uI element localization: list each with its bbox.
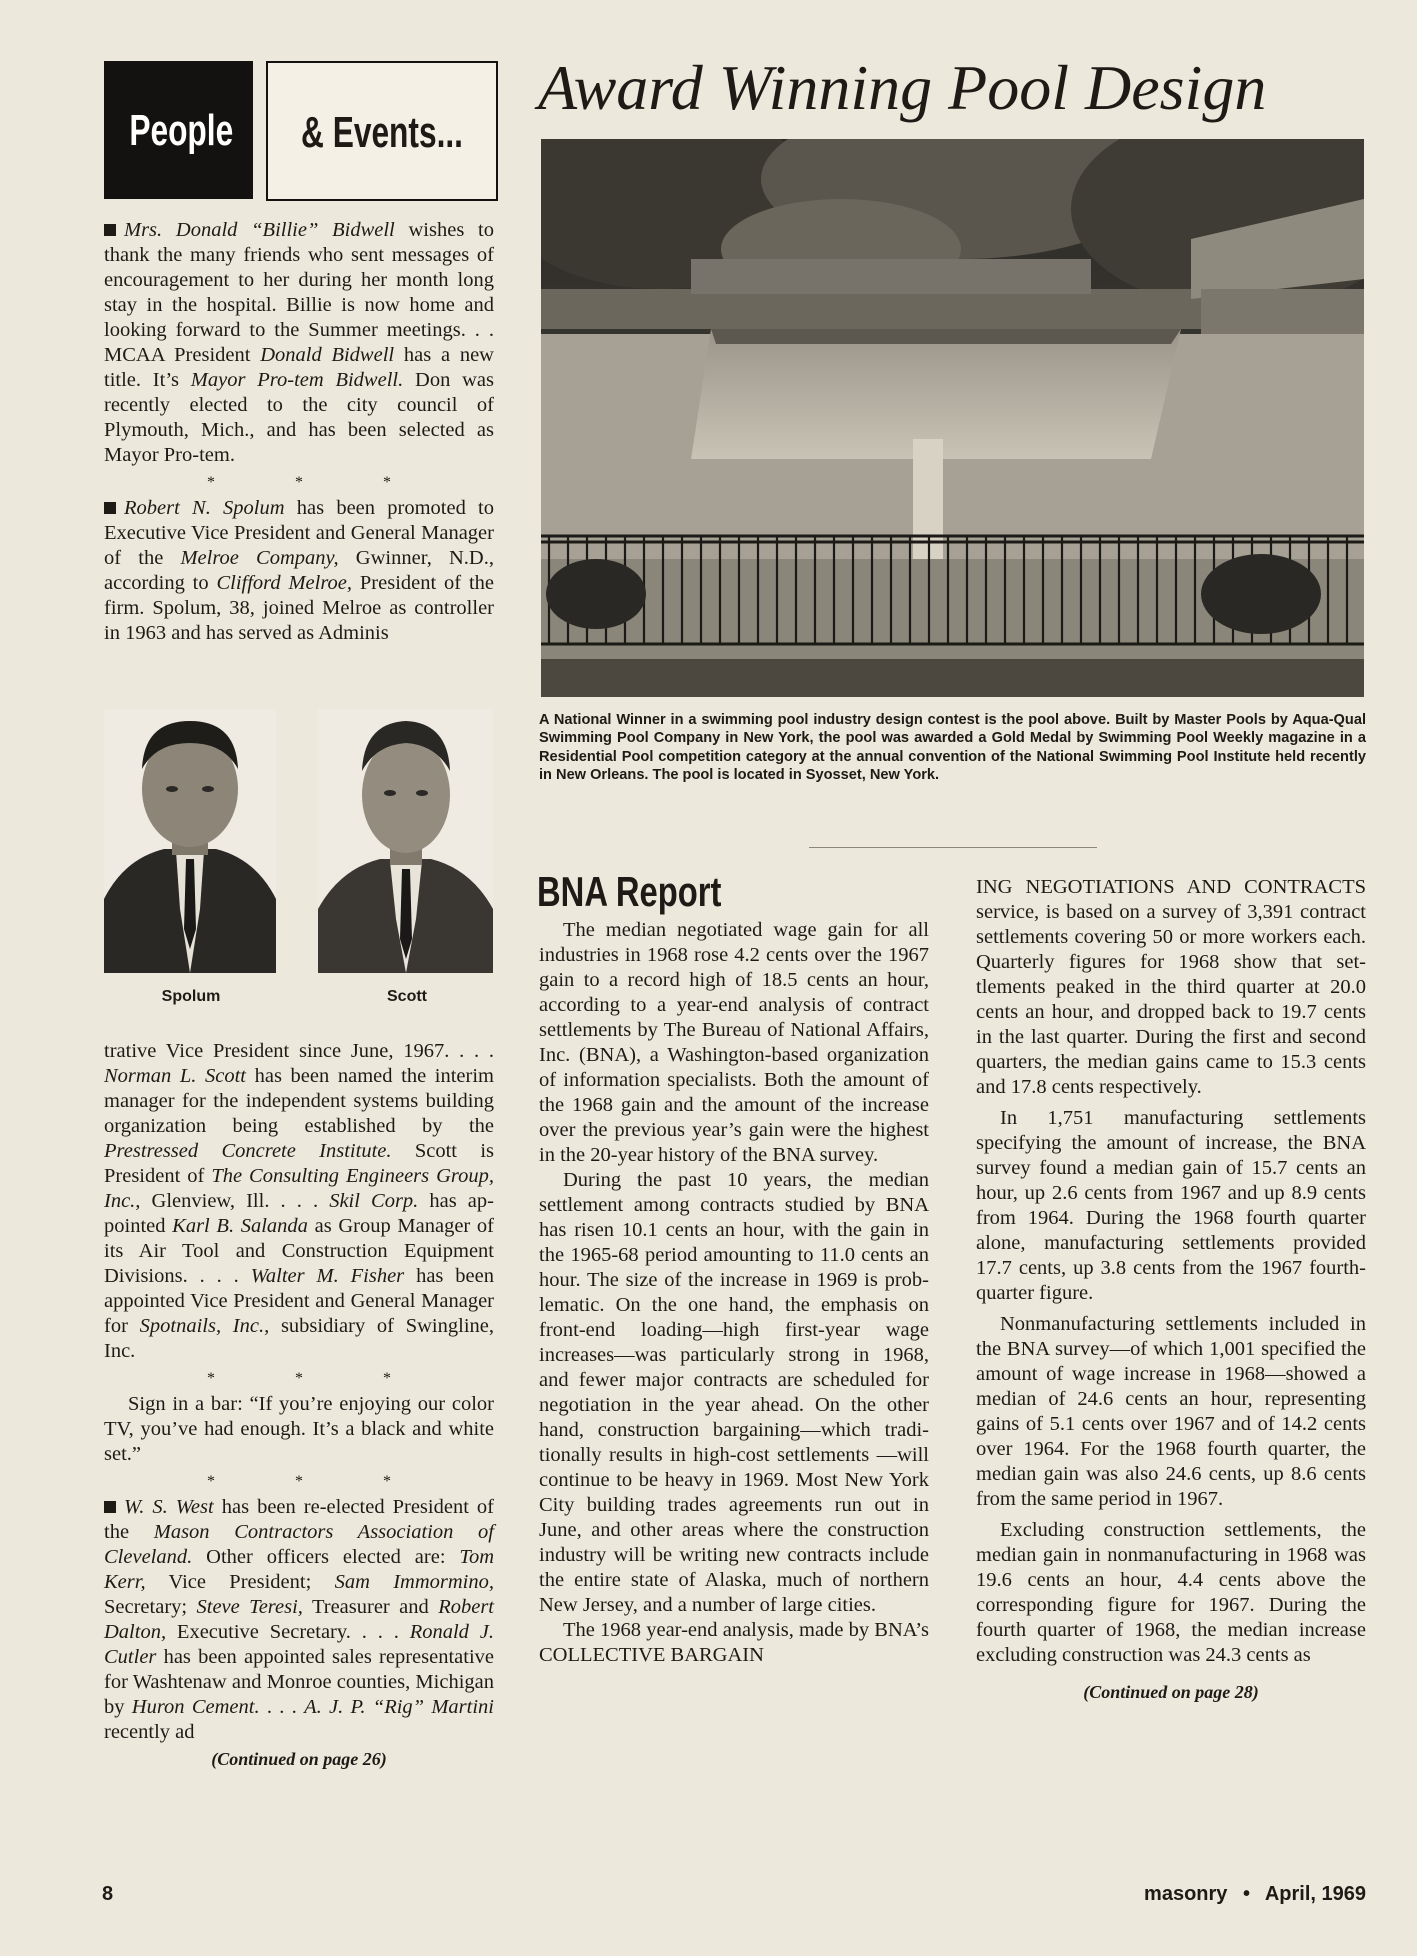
portrait-caption-left: Spolum [161, 988, 221, 1005]
bar-sign-quote: Sign in a bar: “If you’re enjoying our color TV, you’ve had enough. It’s a black and white set.” [104, 1393, 494, 1465]
feature-title: Award Winning Pool Design [538, 52, 1267, 123]
portrait-spolum [104, 709, 276, 973]
portrait-caption-right: Scott [387, 988, 427, 1005]
magazine-name: masonry [1144, 1883, 1228, 1905]
news-item-west: W. S. West has been re-elected President of the Mason Contractors Association of Cleveland. Other officers elected are: Tom Kerr, Vice President; Sam Immormino, Secretary; Steve Teresi, Treasurer and Robert Dalton, Executive Secretary. . . . Ronald J. Cutler has been appointed sales representative for Washtenaw and Monroe counties, Michigan by Huron Cement. . . . A. J. P. “Rig” Martini recently ad [104, 1496, 495, 1743]
news-item-spolum: Robert N. Spolum has been promoted to Executive Vice President and General Manager of the Melroe Company, Gwinner, N.D., according to Clifford Melroe, President of the firm. Spolum, 38, joined Melroe as controller in 1963 and has served as Adminis [104, 497, 494, 644]
footer-bullet: • [1242, 1883, 1250, 1905]
bna-paragraph: ING NEGOTIATIONS AND CONTRACTS service, is based on a survey of 3,391 contract settlements covering 50 or more workers each. Quarterly figures for 1968 show that settlements peaked in the third quarter at 20.0 cents an hour, and dropped back to 19.7 cents in the last quarter. During the first and second quarters, the median gains came to 15.3 cents and 17.8 cents respectively. [976, 876, 1366, 1098]
bna-paragraph: In 1,751 manufacturing settlements specifying the amount of increase, the BNA survey found a median gain of 15.7 cents an hour, up 2.6 cents from 1967 and up 8.9 cents from 1964. During the 1968 fourth quarter alone, manufacturing settlements provided 17.7 cents, up 3.8 cents from the 1967 fourth-quarter figure. [976, 1107, 1366, 1304]
bna-column-1 [539, 918, 929, 1668]
continued-note-left: (Continued on page 26) [211, 1749, 387, 1769]
people-column-top [104, 218, 494, 646]
bna-paragraph: The median negotiated wage gain for all industries in 1968 rose 4.2 cents over the 1967 gain to a record high of 18.5 cents an hour, according to a year-end analysis of contract settlements by The Bureau of National Affairs, Inc. (BNA), a Washington-based organization of information specialists. Both the amount of the 1968 gain and the amount of the increase over the previous year’s gain were the highest in the 20-year history of the BNA survey. [539, 919, 929, 1166]
section-header-events [266, 61, 498, 201]
events-label: & Events... [301, 108, 463, 157]
section-header-people [104, 61, 253, 199]
footer-masthead [1000, 1883, 1366, 1906]
page-number: 8 [102, 1883, 114, 1905]
bullet-square-icon [104, 502, 116, 514]
bna-title: BNA Report [537, 868, 722, 915]
bna-paragraph: The 1968 year-end analysis, made by BNA’s COLLECTIVE BARGAIN [539, 1619, 929, 1666]
bullet-square-icon [104, 1501, 116, 1513]
separator-stars: * * * [207, 474, 429, 491]
issue-date: April, 1969 [1264, 1883, 1366, 1905]
people-column-bottom [104, 1039, 494, 1772]
bna-column-2 [976, 875, 1366, 1705]
pool-photo [541, 139, 1364, 697]
bullet-square-icon [104, 224, 116, 236]
bna-paragraph: Excluding construction settlements, the median gain in nonmanufacturing in 1968 was 19.6 cents an hour, 4.4 cents above the corresponding figure for 1967. During the fourth quarter of 1968, the median increase excluding construction was 24.3 cents as [976, 1519, 1366, 1666]
news-item-bidwell: Mrs. Donald “Billie” Bidwell wishes to thank the many friends who sent messages of encouragement to her during her month long stay in the hospital. Billie is now home and looking forward to the Summer meetings. . . MCAA President Donald Bidwell has a new title. It’s Mayor Pro-tem Bidwell. Don was recently elected to the city council of Plymouth, Mich., and has been selected as Mayor Pro-tem. [104, 219, 494, 466]
separator-stars: * * * [207, 1370, 429, 1387]
continued-note-right: (Continued on page 28) [1083, 1682, 1259, 1702]
bna-paragraph: During the past 10 years, the median settlement among contracts studied by BNA has risen 10.1 cents an hour, with the gain in the 1965-68 period amounting to 11.0 cents an hour. The size of the increase in 1969 is problematic. On the one hand, the emphasis on front-end loading—high first-year wage increases—was particularly strong in 1968, and fewer major contracts are scheduled for negotiation in the year ahead. On the other hand, construction bargaining—which traditionally results in high-cost settlements —will continue to be heavy in 1969. Most New York City building trades agreements run out in June, and other areas where the construction industry will be writing new contracts include the entire state of Alaska, much of northern New Jersey, and a number of large cities. [539, 1169, 929, 1616]
separator-stars: * * * [207, 1473, 429, 1490]
portrait-scott [318, 709, 493, 973]
people-label: People [129, 106, 234, 155]
news-item-scott: trative Vice President since June, 1967. . . . Norman L. Scott has been named the interim manager for the independent systems building organization being established by the Prestressed Concrete Institute. Scott is President of The Consulting Engineers Group, Inc., Glenview, Ill. . . . Skil Corp. has appointed Karl B. Salanda as Group Manager of its Air Tool and Construction Equipment Divisions. . . . Walter M. Fisher has been appointed Vice President and General Manager for Spotnails, Inc., subsidiary of Swingline, Inc. [104, 1040, 495, 1362]
section-divider [809, 847, 1097, 848]
bna-paragraph: Nonmanufacturing settlements included in the BNA survey—of which 1,001 specified the amount of wage increase in 1968—showed a median of 24.6 cents an hour, representing gains of 5.1 cents over 1967 and of 14.2 cents over 1964. For the 1968 fourth quarter, the median gain was also 24.6 cents, up 8.6 cents from the same period in 1967. [976, 1313, 1366, 1510]
photo-caption: A National Winner in a swimming pool industry design contest is the pool above. Built by Master Pools by Aqua-Qual Swimming Pool Company in New York, the pool was awarded a Gold Medal by Swimming Pool Weekly magazine in a Residential Pool competition category at the annual convention of the National Swimming Pool Institute held recently in New Orleans. The pool is located in Syosset, New York. [539, 712, 1366, 784]
